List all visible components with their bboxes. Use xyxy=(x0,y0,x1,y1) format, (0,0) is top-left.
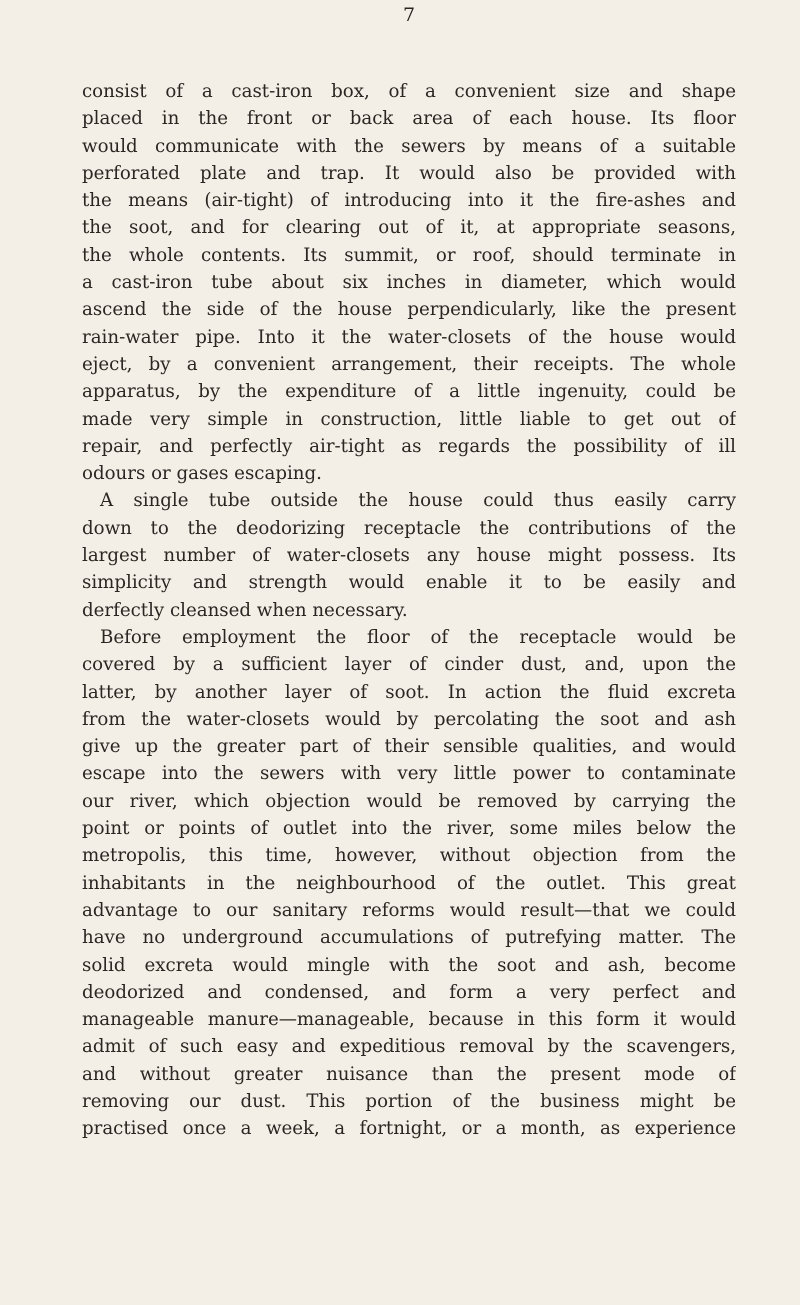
text-line: made very simple in construction, little liable to get out of xyxy=(82,408,736,430)
text-line: from the water-closets would by percolating the soot and ash xyxy=(82,708,736,730)
text-line: apparatus, by the expenditure of a little ingenuity, could be xyxy=(82,381,736,403)
text-line: would communicate with the sewers by means of a suitable xyxy=(82,135,736,157)
text-line: advantage to our sanitary reforms would result—that we could xyxy=(82,899,736,921)
text-line: escape into the sewers with very little power to contaminate xyxy=(82,763,736,785)
text-line: manageable manure—manageable, because in this form it would xyxy=(82,1009,736,1031)
text-line: give up the greater part of their sensible qualities, and would xyxy=(82,736,736,758)
text-line: A single tube outside the house could thus easily carry xyxy=(100,490,736,512)
text-line: ascend the side of the house perpendicularly, like the present xyxy=(82,299,736,321)
text-line: inhabitants in the neighbourhood of the outlet. This great xyxy=(82,872,736,894)
text-line: largest number of water-closets any house might possess. Its xyxy=(82,545,736,567)
book-page xyxy=(82,0,736,1305)
body-text xyxy=(82,78,736,1143)
text-line: latter, by another layer of soot. In action the fluid excreta xyxy=(82,681,736,703)
text-line: and without greater nuisance than the present mode of xyxy=(82,1063,736,1085)
text-line: the soot, and for clearing out of it, at appropriate seasons, xyxy=(82,217,736,239)
text-line: eject, by a convenient arrangement, their receipts. The whole xyxy=(82,353,736,375)
text-line: practised once a week, a fortnight, or a month, as experience xyxy=(82,1118,736,1140)
text-line: our river, which objection would be removed by carrying the xyxy=(82,790,736,812)
text-line: removing our dust. This portion of the business might be xyxy=(82,1090,736,1112)
text-line: repair, and perfectly air-tight as regards the possibility of ill xyxy=(82,435,736,457)
page-number: 7 xyxy=(402,4,416,26)
text-line: odours or gases escaping. xyxy=(82,463,322,485)
text-line: the means (air-tight) of introducing into it the fire-ashes and xyxy=(82,190,736,212)
text-line: metropolis, this time, however, without objection from the xyxy=(82,845,736,867)
text-line: deodorized and condensed, and form a very perfect and xyxy=(82,981,736,1003)
text-line: the whole contents. Its summit, or roof, should terminate in xyxy=(82,244,736,266)
text-line: rain-water pipe. Into it the water-closets of the house would xyxy=(82,326,736,348)
text-line: simplicity and strength would enable it to be easily and xyxy=(82,572,736,594)
text-line: derfectly cleansed when necessary. xyxy=(82,599,408,621)
text-line: admit of such easy and expeditious removal by the scavengers, xyxy=(82,1036,736,1058)
text-line: Before employment the floor of the receptacle would be xyxy=(100,626,736,648)
text-line: have no underground accumulations of putrefying matter. The xyxy=(82,927,736,949)
text-line: perforated plate and trap. It would also be provided with xyxy=(82,162,736,184)
text-line: placed in the front or back area of each house. Its floor xyxy=(82,108,736,130)
text-line: point or points of outlet into the river, some miles below the xyxy=(82,818,736,840)
text-line: down to the deodorizing receptacle the contributions of the xyxy=(82,517,736,539)
text-line: solid excreta would mingle with the soot and ash, become xyxy=(82,954,736,976)
text-line: a cast-iron tube about six inches in diameter, which would xyxy=(82,272,736,294)
text-line: consist of a cast-iron box, of a convenient size and shape xyxy=(82,81,736,102)
text-line: covered by a sufficient layer of cinder dust, and, upon the xyxy=(82,654,736,676)
